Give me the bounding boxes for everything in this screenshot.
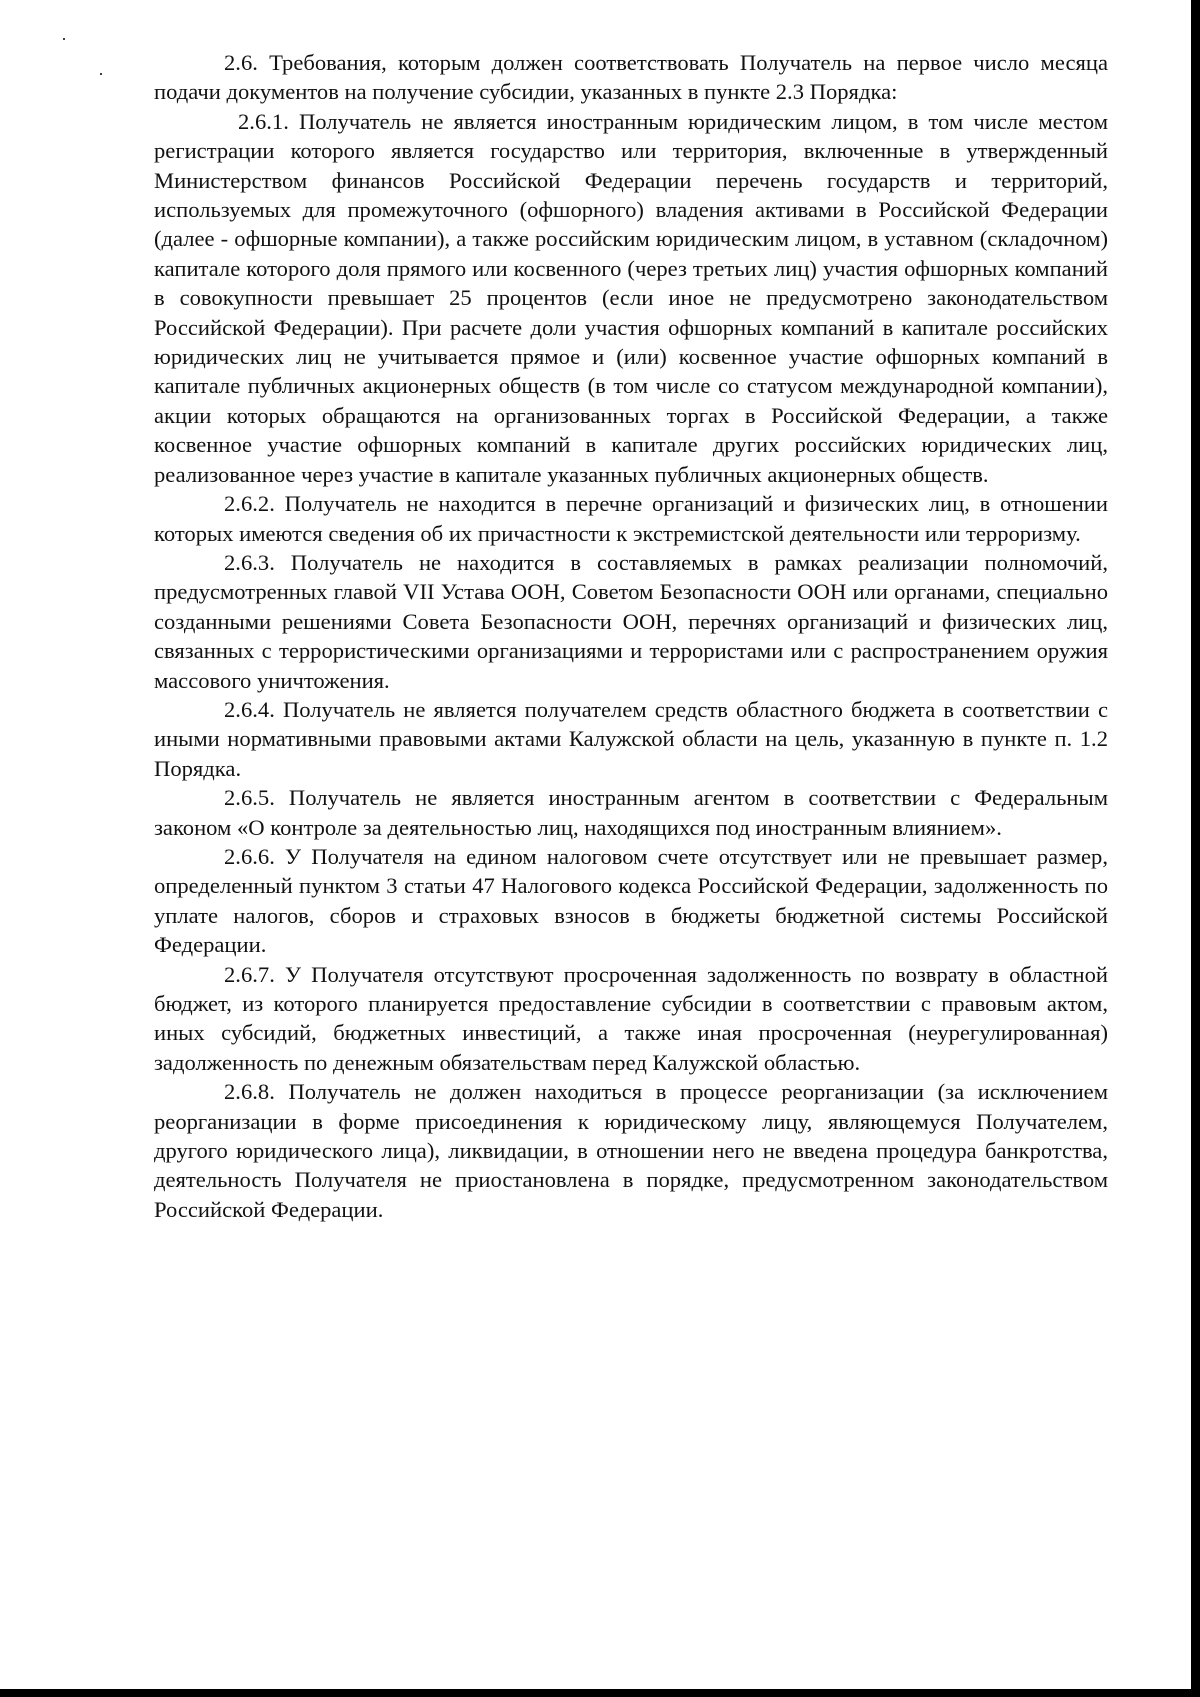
clause-2-6: 2.6. Требования, которым должен соответствовать Получатель на первое число месяца подачи документов на получение субсидии, указанных в пункте 2.3 Порядка: [154,50,1108,105]
clause-2-6-6: 2.6.6. У Получателя на едином налоговом счете отсутствует или не превышает размер, определенный пунктом 3 статьи 47 Налогового кодекса Российской Федерации, задолженность по уплате налогов, сборов и страховых взносов в бюджеты бюджетной системы Российской Федерации. [154,843,1108,958]
clause-2-6-3: 2.6.3. Получатель не находится в составляемых в рамках реализации полномочий, предусмотренных главой VII Устава ООН, Советом Безопасности ООН или органами, специально созданными решениями Совета Безопасности ООН, перечнях организаций и физических лиц, связанных с террористическими организациями и террористами или с распространением оружия массового уничтожения. [154,549,1108,693]
scan-speck [100,73,102,75]
clause-2-6-4: 2.6.4. Получатель не является получателем средств областного бюджета в соответствии с иными нормативными правовыми актами Калужской области на цель, указанную в пункте п. 1.2 Порядка. [154,696,1108,781]
clause-2-6-2: 2.6.2. Получатель не находится в перечне организаций и физических лиц, в отношении которых имеются сведения об их причастности к экстремистской деятельности или терроризму. [154,491,1108,546]
clause-2-6-8: 2.6.8. Получатель не должен находиться в процессе реорганизации (за исключением реорганизации в форме присоединения к юридическому лицу, являющемуся Получателем, другого юридического лица), ликвидации, в отношении него не введена процедура банкротства, деятельность Получателя не приостановлена в порядке, предусмотренном законодательством Российской Федерации. [154,1079,1108,1222]
scan-speck [63,38,65,40]
document-body [154,48,1108,1224]
clause-2-6-5: 2.6.5. Получатель не является иностранным агентом в соответствии с Федеральным законом «О контроле за деятельностью лиц, находящихся под иностранным влиянием». [154,785,1108,840]
clause-2-6-1: 2.6.1. Получатель не является иностранным юридическим лицом, в том числе местом регистрации которого является государство или территория, включенные в утвержденный Министерством финансов Российской Федерации перечень государств и территорий, используемых для промежуточного (офшорного) владения активами в Российской Федерации (далее - офшорные компании), а также российским юридическим лицом, в уставном (складочном) капитале которого доля прямого или косвенного (через третьих лиц) участия офшорных компаний в совокупности превышает 25 процентов (если иное не предусмотрено законодательством Российской Федерации). При расчете доли участия офшорных компаний в капитале российских юридических лиц не учитывается прямое и (или) косвенное участие офшорных компаний в капитале публичных акционерных обществ (в том числе со статусом международной компании), акции которых обращаются на организованных торгах в Российской Федерации, а также косвенное участие офшорных компаний в капитале других российских юридических лиц, реализованное через участие в капитале указанных публичных акционерных обществ. [154,108,1108,487]
clause-2-6-7: 2.6.7. У Получателя отсутствуют просроченная задолженность по возврату в областной бюджет, из которого планируется предоставление субсидии в соответствии с правовым актом, иных субсидий, бюджетных инвестиций, а также иная просроченная (неурегулированная) задолженность по денежным обязательствам перед Калужской областью. [154,961,1108,1075]
